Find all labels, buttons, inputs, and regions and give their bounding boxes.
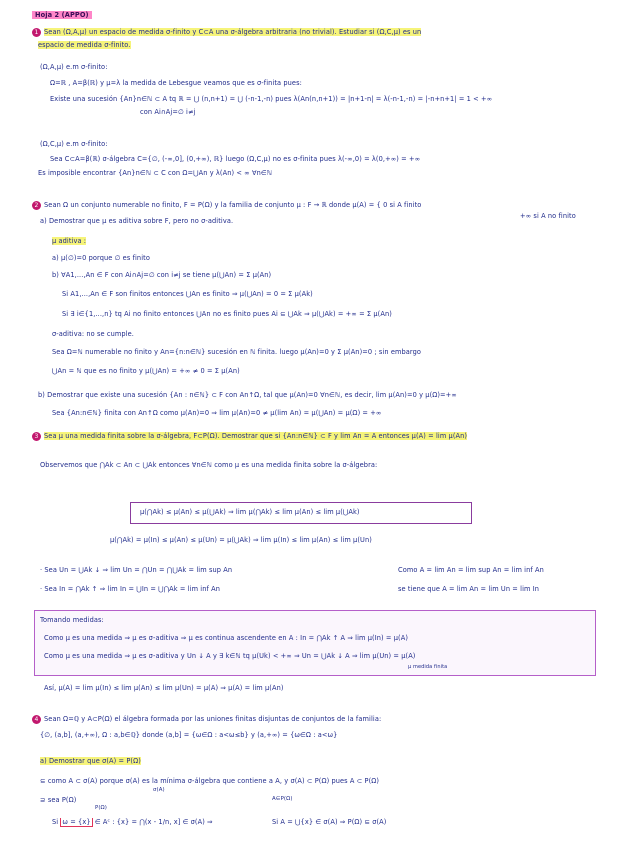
additive-line-3: Si A1,...,An ∈ F son finitos entonces ⋃An es finito ⇒ μ(⋃An) = 0 = Σ μ(Ak) <box>62 290 313 298</box>
exercise-1-sub2-title: (Ω,C,μ) e.m σ-finito: <box>40 140 108 148</box>
exercise-3-statement: 3 Sea μ una medida finita sobre la σ-álgebra, F⊂P(Ω). Demostrar que si {An:n∈ℕ} ⊂ F y lim An = A entonces μ(A) = lim μ(An) <box>32 432 467 441</box>
exercise-3-conclusion: Así, μ(A) = lim μ(In) ≤ lim μ(An) ≤ lim μ(Un) = μ(A) ⇒ μ(A) = lim μ(An) <box>44 684 284 692</box>
singleton-box: ω = {x} <box>62 818 91 826</box>
exercise-1-sub1-line3: con Ai∩Aj=∅ i≠j <box>140 108 196 116</box>
note-p-omega: P(Ω) <box>95 805 107 811</box>
exercise-2-part-a: a) Demostrar que μ es aditiva sobre F, pero no σ-aditiva. <box>40 217 234 225</box>
in-definition: · Sea In = ⋂Ak ↑ ⇒ lim In = ⋃In = ⋃⋂Ak = lim inf An <box>40 585 221 593</box>
additive-line-1: a) μ(∅)=0 porque ∅ es finito <box>52 254 150 262</box>
additive-title: μ aditiva : <box>52 237 87 245</box>
sigma-line-1: Sea Ω=ℕ numerable no finito y An={n:n∈ℕ} sucesión en ℕ finita. luego μ(An)=0 y Σ μ(An)=0 ; sin embargo <box>52 348 422 356</box>
note-sigma-a: σ(A) <box>153 787 165 793</box>
note-a-in-p: A∈P(Ω) <box>272 796 293 802</box>
taking-measures-box <box>34 610 596 676</box>
exercise-3-number: 3 <box>32 432 41 441</box>
subset-direction: ⊆ como A ⊂ σ(A) porque σ(A) es la mínima σ-álgebra que contiene a A, y σ(A) ⊂ P(Ω) pues A ⊂ P(Ω) <box>40 777 380 785</box>
exercise-3-line-2: μ(⋂Ak) = μ(In) ≤ μ(An) ≤ μ(Un) = μ(⋃Ak) ⇒ lim μ(In) ≤ lim μ(An) ≤ lim μ(Un) <box>110 536 372 544</box>
boxed-inequality: μ(⋂Ak) ≤ μ(An) ≤ μ(⋃Ak) ⇒ lim μ(⋂Ak) ≤ lim μ(An) ≤ lim μ(⋃Ak) <box>140 508 360 516</box>
exercise-1-number: 1 <box>32 28 41 37</box>
exercise-1-sub1-line2: Existe una sucesión {An}n∈ℕ ⊂ A tq ℝ = ⋃ (n,n+1) = ⋃ (-n-1,-n) pues λ(An(n,n+1)) = |n+1-n| = λ(-n-1,-n) = |-n+n+1| = 1 < +∞ <box>50 95 493 103</box>
exercise-1-statement-cont: espacio de medida σ-finito. <box>38 41 131 49</box>
taking-measures-line-1: Como μ es una medida ⇒ μ es σ-aditiva ⇒ μ es continua ascendente en A : In = ⋂Ak ↑ A ⇒ lim μ(In) = μ(A) <box>44 634 408 642</box>
un-definition: · Sea Un = ⋃Ak ↓ ⇒ lim Un = ⋂Un = ⋂⋃Ak = lim sup An <box>40 566 233 574</box>
taking-measures-line-2: Como μ es una medida ⇒ μ es σ-aditiva y Un ↓ A y ∃ k∈ℕ tq μ(Uk) < +∞ ⇒ Un = ⋃Ak ↓ A ⇒ lim μ(Un) = μ(A) <box>44 652 416 660</box>
exercise-1-sub1-title: (Ω,A,μ) e.m σ-finito: <box>40 63 108 71</box>
final-line-left: Si ω = {x} ∈ Aᶜ : {x} = ⋂(x - 1/n, x] ∈ σ(A) ⇒ <box>52 818 213 826</box>
exercise-1-sub2-line1: Sea C⊂A=β(ℝ) σ-álgebra C={∅, (-∞,0], (0,+∞), ℝ} luego (Ω,C,μ) no es σ-finita pues λ(-∞,0) = λ(0,+∞) = +∞ <box>50 155 421 163</box>
exercise-1-sub2-line2: Es imposible encontrar {An}n∈ℕ ⊂ C con Ω=⋃An y λ(An) < ∞ ∀n∈ℕ <box>38 169 273 177</box>
exercise-1-statement: 1 Sean (Ω,A,μ) un espacio de medida σ-finito y C⊂A una σ-álgebra arbitraria (no trivial). Estudiar si (Ω,C,μ) es un <box>32 28 421 37</box>
sigma-line-2: ⋃An = ℕ que es no finito y μ(⋃An) = +∞ ≠ 0 = Σ μ(An) <box>52 367 240 375</box>
exercise-4-number: 4 <box>32 715 41 724</box>
superset-direction: ⊇ sea P(Ω) <box>40 796 77 804</box>
taking-measures-title: Tomando medidas: <box>40 616 104 624</box>
exercise-3-line-1: Observemos que ⋂Ak ⊂ An ⊂ ⋃Ak entonces ∀n∈ℕ como μ es una medida finita sobre la σ-álgebra: <box>40 461 378 469</box>
sigma-title: σ-aditiva: no se cumple. <box>52 330 134 338</box>
limit-note: Como A = lim An = lim sup An = lim inf An <box>398 566 544 574</box>
sheet-title: Hoja 2 (APPO) <box>32 11 92 20</box>
additive-line-4: Si ∃ i∈{1,...,n} tq Ai no finito entonces ⋃An no es finito pues Ai ⊆ ⋃Ak ⇒ μ(⋃Ak) = +∞ = Σ μ(An) <box>62 310 392 318</box>
exercise-2-part-b: b) Demostrar que existe una sucesión {An : n∈ℕ} ⊂ F con An↑Ω, tal que μ(An)=0 ∀n∈ℕ, es decir, lim μ(An)=0 y μ(Ω)=+∞ <box>38 391 457 399</box>
exercise-4-part-a: a) Demostrar que σ(A) = P(Ω) <box>40 757 141 765</box>
exercise-2-statement-cont: +∞ si A no finito <box>520 212 576 220</box>
exercise-2-number: 2 <box>32 201 41 210</box>
part-b-line-1: Sea {An:n∈ℕ} finita con An↑Ω como μ(An)=0 ⇒ lim μ(An)=0 ≠ μ(lim An) = μ(⋃An) = μ(Ω) = +∞ <box>52 409 382 417</box>
limit-conclusion: se tiene que A = lim An = lim Un = lim In <box>398 585 540 593</box>
additive-line-2: b) ∀A1,...,An ∈ F con Ai∩Aj=∅ con i≠j se tiene μ(⋃An) = Σ μ(An) <box>52 271 272 279</box>
exercise-4-statement: 4 Sean Ω=ℚ y A⊂P(Ω) el álgebra formada por las uniones finitas disjuntas de conjuntos de la familia: <box>32 715 381 724</box>
exercise-4-statement-cont: {∅, (a,b], (a,+∞), Ω : a,b∈ℚ} donde (a,b] = {ω∈Ω : a<ω≤b} y (a,+∞) = {ω∈Ω : a<ω} <box>40 731 338 739</box>
exercise-1-sub1-line1: Ω=ℝ , A=β(ℝ) y μ=λ la medida de Lebesgue veamos que es σ-finita pues: <box>50 79 302 87</box>
final-line-right: Si A = ⋃{x} ∈ σ(A) ⇒ P(Ω) ⊆ σ(A) <box>272 818 387 826</box>
exercise-2-statement: 2 Sean Ω un conjunto numerable no finito, F = P(Ω) y la familia de conjunto μ : F → ℝ̄ donde μ(A) = { 0 si A finito <box>32 201 620 210</box>
finite-measure-note: μ medida finita <box>408 664 448 670</box>
